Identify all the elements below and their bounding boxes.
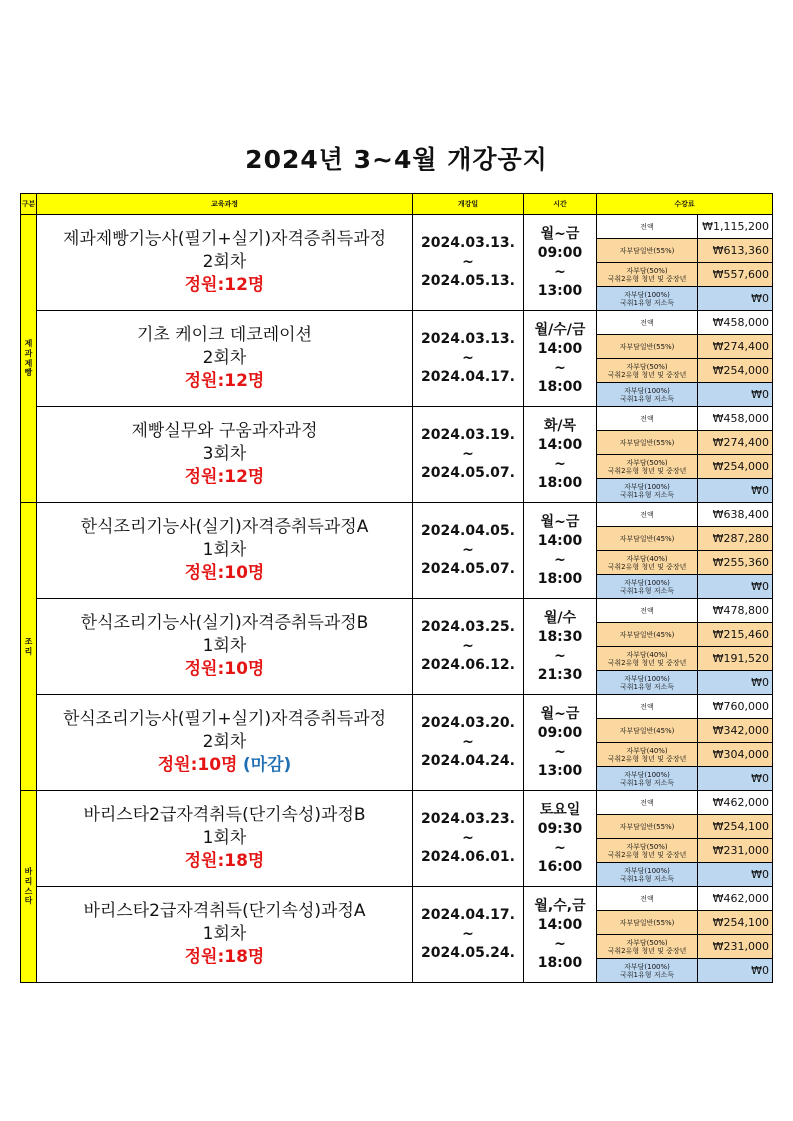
fee-free-amount: ₩0 <box>698 671 773 695</box>
fee-label-line: 국취1유형 저소득 <box>619 586 674 595</box>
time-cell <box>524 407 597 503</box>
course-session: 1회차 <box>202 540 247 560</box>
fee-general-amount: ₩613,360 <box>698 239 773 263</box>
fee-table <box>597 791 772 886</box>
time-cell <box>524 791 597 887</box>
course-capacity: 정원:12명 <box>184 371 265 391</box>
course-cell <box>37 791 413 887</box>
fee-subsidized-label <box>597 935 698 959</box>
fee-label-line: 국취2유형 청년 및 중장년 <box>607 754 687 763</box>
time-cell <box>524 215 597 311</box>
fee-free-label <box>597 959 698 983</box>
class-days: 월,수,금 <box>534 897 586 914</box>
time-start: 14:00 <box>537 532 583 549</box>
fee-full-label <box>597 695 698 719</box>
category-label: 조리 <box>24 636 33 656</box>
fee-free-row <box>597 479 772 503</box>
fee-cell <box>597 791 773 887</box>
course-session: 1회차 <box>202 828 247 848</box>
class-days: 월/수/금 <box>534 321 586 338</box>
time-end: 18:00 <box>537 474 583 491</box>
fee-free-row <box>597 287 772 311</box>
course-cell <box>37 311 413 407</box>
table-body <box>21 215 773 983</box>
time-cell <box>524 599 597 695</box>
course-name: 바리스타2급자격취득(단기속성)과정A <box>83 901 366 921</box>
fee-cell <box>597 695 773 791</box>
fee-full-row <box>597 311 772 335</box>
course-name: 제과제빵기능사(필기+실기)자격증취득과정 <box>62 229 387 249</box>
fee-general-label <box>597 335 698 359</box>
fee-full-row <box>597 887 772 911</box>
course-capacity-line <box>37 946 412 969</box>
table-header-row <box>21 194 773 215</box>
end-date: 2024.05.07. <box>421 465 515 481</box>
fee-label-line: 자부담일반(45%) <box>619 726 675 735</box>
fee-free-amount: ₩0 <box>698 479 773 503</box>
fee-general-row <box>597 527 772 551</box>
course-cell <box>37 215 413 311</box>
fee-cell <box>597 311 773 407</box>
fee-label-line: 전액 <box>640 894 654 903</box>
start-date: 2024.03.23. <box>421 811 515 827</box>
course-session: 1회차 <box>202 924 247 944</box>
time-separator: ~ <box>554 263 566 280</box>
fee-general-row <box>597 623 772 647</box>
course-cell <box>37 887 413 983</box>
end-date: 2024.04.24. <box>421 753 515 769</box>
fee-general-label <box>597 431 698 455</box>
fee-label-line: 자부담(50%) <box>626 938 668 947</box>
fee-label-line: 자부담일반(45%) <box>619 534 675 543</box>
fee-subsidized-label <box>597 455 698 479</box>
fee-label-line: 국취2유형 청년 및 중장년 <box>607 658 687 667</box>
fee-subsidized-amount: ₩255,360 <box>698 551 773 575</box>
start-date: 2024.04.17. <box>421 907 515 923</box>
class-days: 월/수 <box>543 609 577 626</box>
fee-label-line: 자부담(50%) <box>626 842 668 851</box>
fee-general-row <box>597 431 772 455</box>
fee-label-line: 자부담(100%) <box>624 482 670 491</box>
header-course: 교육과정 <box>37 194 413 215</box>
time-separator: ~ <box>554 647 566 664</box>
fee-free-row <box>597 383 772 407</box>
fee-free-label <box>597 287 698 311</box>
fee-label-line: 전액 <box>640 606 654 615</box>
fee-label-line: 자부담(100%) <box>624 674 670 683</box>
start-date: 2024.04.05. <box>421 523 515 539</box>
page-title: 2024년 3~4월 개강공지 <box>245 145 548 174</box>
fee-full-label <box>597 311 698 335</box>
time-end: 18:00 <box>537 570 583 587</box>
fee-free-amount: ₩0 <box>698 383 773 407</box>
fee-label-line: 국취2유형 청년 및 중장년 <box>607 274 687 283</box>
fee-label-line: 자부담(40%) <box>626 650 668 659</box>
course-capacity: 정원:18명 <box>184 947 265 967</box>
fee-subsidized-label <box>597 839 698 863</box>
date-separator: ~ <box>462 542 474 558</box>
start-date: 2024.03.13. <box>421 235 515 251</box>
fee-label-line: 자부담(100%) <box>624 866 670 875</box>
fee-free-amount: ₩0 <box>698 767 773 791</box>
fee-full-amount: ₩458,000 <box>698 311 773 335</box>
course-capacity: 정원:10명 <box>184 659 265 679</box>
fee-full-amount: ₩760,000 <box>698 695 773 719</box>
fee-subsidized-label <box>597 263 698 287</box>
fee-subsidized-row <box>597 839 772 863</box>
header-fee: 수강료 <box>597 194 773 215</box>
class-days: 월~금 <box>540 705 580 722</box>
time-cell <box>524 695 597 791</box>
fee-full-row <box>597 407 772 431</box>
fee-free-row <box>597 671 772 695</box>
fee-general-row <box>597 335 772 359</box>
course-capacity: 정원:12명 <box>184 275 265 295</box>
fee-full-label <box>597 407 698 431</box>
time-end: 18:00 <box>537 378 583 395</box>
date-cell <box>413 407 524 503</box>
fee-label-line: 자부담(50%) <box>626 458 668 467</box>
date-cell <box>413 887 524 983</box>
end-date: 2024.04.17. <box>421 369 515 385</box>
date-cell <box>413 311 524 407</box>
fee-cell <box>597 407 773 503</box>
fee-full-amount: ₩462,000 <box>698 791 773 815</box>
fee-free-amount: ₩0 <box>698 287 773 311</box>
class-days: 화/목 <box>543 417 577 434</box>
fee-label-line: 자부담(40%) <box>626 746 668 755</box>
course-row <box>21 311 773 407</box>
fee-label-line: 국취1유형 저소득 <box>619 298 674 307</box>
fee-general-amount: ₩254,100 <box>698 815 773 839</box>
date-cell <box>413 791 524 887</box>
fee-general-label <box>597 815 698 839</box>
fee-general-row <box>597 239 772 263</box>
fee-general-amount: ₩274,400 <box>698 431 773 455</box>
course-capacity-line <box>37 850 412 873</box>
fee-cell <box>597 215 773 311</box>
end-date: 2024.06.12. <box>421 657 515 673</box>
header-time: 시간 <box>524 194 597 215</box>
fee-subsidized-row <box>597 935 772 959</box>
fee-full-amount: ₩462,000 <box>698 887 773 911</box>
course-cell <box>37 695 413 791</box>
course-capacity: 정원:18명 <box>184 851 265 871</box>
header-start-date: 개강일 <box>413 194 524 215</box>
time-end: 13:00 <box>537 282 583 299</box>
category-label: 바리스타 <box>24 867 33 906</box>
time-separator: ~ <box>554 359 566 376</box>
course-cell <box>37 503 413 599</box>
fee-table <box>597 407 772 502</box>
fee-label-line: 전액 <box>640 510 654 519</box>
fee-general-row <box>597 719 772 743</box>
course-name: 한식조리기능사(실기)자격증취득과정A <box>80 517 369 537</box>
fee-subsidized-row <box>597 551 772 575</box>
date-separator: ~ <box>462 350 474 366</box>
course-session: 3회차 <box>202 444 247 464</box>
course-session: 1회차 <box>202 636 247 656</box>
time-end: 16:00 <box>537 858 583 875</box>
time-separator: ~ <box>554 935 566 952</box>
end-date: 2024.05.24. <box>421 945 515 961</box>
time-end: 13:00 <box>537 762 583 779</box>
time-separator: ~ <box>554 743 566 760</box>
fee-free-label <box>597 863 698 887</box>
course-session: 2회차 <box>202 252 247 272</box>
fee-free-amount: ₩0 <box>698 575 773 599</box>
fee-label-line: 국취2유형 청년 및 중장년 <box>607 850 687 859</box>
fee-table <box>597 503 772 598</box>
fee-full-label <box>597 599 698 623</box>
fee-general-row <box>597 911 772 935</box>
time-separator: ~ <box>554 551 566 568</box>
course-name: 제빵실무와 구움과자과정 <box>131 421 318 441</box>
fee-label-line: 자부담(40%) <box>626 554 668 563</box>
fee-label-line: 자부담(100%) <box>624 290 670 299</box>
fee-label-line: 국취2유형 청년 및 중장년 <box>607 946 687 955</box>
fee-subsidized-amount: ₩254,000 <box>698 455 773 479</box>
fee-label-line: 자부담(100%) <box>624 770 670 779</box>
fee-subsidized-row <box>597 647 772 671</box>
date-separator: ~ <box>462 254 474 270</box>
course-row <box>21 503 773 599</box>
fee-subsidized-amount: ₩231,000 <box>698 839 773 863</box>
date-cell <box>413 215 524 311</box>
fee-free-label <box>597 479 698 503</box>
course-row <box>21 407 773 503</box>
fee-subsidized-label <box>597 551 698 575</box>
date-cell <box>413 599 524 695</box>
fee-full-row <box>597 695 772 719</box>
time-end: 18:00 <box>537 954 583 971</box>
time-separator: ~ <box>554 839 566 856</box>
course-cell <box>37 407 413 503</box>
fee-subsidized-row <box>597 359 772 383</box>
fee-subsidized-amount: ₩231,000 <box>698 935 773 959</box>
course-name: 한식조리기능사(실기)자격증취득과정B <box>80 613 369 633</box>
fee-full-row <box>597 791 772 815</box>
time-start: 14:00 <box>537 340 583 357</box>
fee-general-label <box>597 527 698 551</box>
fee-label-line: 전액 <box>640 702 654 711</box>
time-start: 14:00 <box>537 436 583 453</box>
fee-table <box>597 695 772 790</box>
fee-table <box>597 887 772 982</box>
fee-general-amount: ₩287,280 <box>698 527 773 551</box>
schedule-table <box>20 193 773 983</box>
time-start: 14:00 <box>537 916 583 933</box>
fee-label-line: 국취2유형 청년 및 중장년 <box>607 370 687 379</box>
course-row <box>21 887 773 983</box>
fee-full-amount: ₩638,400 <box>698 503 773 527</box>
fee-label-line: 자부담(100%) <box>624 578 670 587</box>
start-date: 2024.03.19. <box>421 427 515 443</box>
date-separator: ~ <box>462 830 474 846</box>
fee-general-label <box>597 623 698 647</box>
fee-free-amount: ₩0 <box>698 863 773 887</box>
course-capacity-line <box>37 562 412 585</box>
fee-label-line: 전액 <box>640 798 654 807</box>
course-capacity-line <box>37 658 412 681</box>
course-capacity: 정원:10명 <box>184 563 265 583</box>
class-days: 월~금 <box>540 513 580 530</box>
course-capacity: 정원:10명 <box>157 755 238 775</box>
fee-label-line: 국취1유형 저소득 <box>619 490 674 499</box>
fee-label-line: 자부담일반(45%) <box>619 630 675 639</box>
class-days: 월~금 <box>540 225 580 242</box>
fee-full-label <box>597 215 698 239</box>
fee-full-amount: ₩458,000 <box>698 407 773 431</box>
fee-label-line: 자부담(100%) <box>624 386 670 395</box>
course-capacity: 정원:12명 <box>184 467 265 487</box>
start-date: 2024.03.25. <box>421 619 515 635</box>
time-start: 09:30 <box>537 820 583 837</box>
fee-cell <box>597 503 773 599</box>
category-label: 제과제빵 <box>24 339 33 378</box>
time-cell <box>524 503 597 599</box>
end-date: 2024.05.13. <box>421 273 515 289</box>
category-cell <box>21 215 37 503</box>
course-name: 바리스타2급자격취득(단기속성)과정B <box>83 805 366 825</box>
date-separator: ~ <box>462 734 474 750</box>
fee-subsidized-amount: ₩304,000 <box>698 743 773 767</box>
fee-subsidized-row <box>597 455 772 479</box>
fee-free-row <box>597 959 772 983</box>
fee-label-line: 국취1유형 저소득 <box>619 874 674 883</box>
fee-label-line: 전액 <box>640 222 654 231</box>
fee-cell <box>597 887 773 983</box>
course-capacity-line <box>37 370 412 393</box>
course-name: 기초 케이크 데코레이션 <box>136 325 313 345</box>
course-row <box>21 695 773 791</box>
fee-free-label <box>597 767 698 791</box>
fee-subsidized-label <box>597 359 698 383</box>
closed-badge: (마감) <box>242 755 292 775</box>
course-row <box>21 791 773 887</box>
fee-general-amount: ₩274,400 <box>698 335 773 359</box>
time-cell <box>524 311 597 407</box>
end-date: 2024.06.01. <box>421 849 515 865</box>
fee-full-row <box>597 215 772 239</box>
course-row <box>21 599 773 695</box>
fee-full-row <box>597 599 772 623</box>
time-cell <box>524 887 597 983</box>
time-end: 21:30 <box>537 666 583 683</box>
fee-free-amount: ₩0 <box>698 959 773 983</box>
date-separator: ~ <box>462 446 474 462</box>
course-session: 2회차 <box>202 348 247 368</box>
fee-full-row <box>597 503 772 527</box>
fee-label-line: 전액 <box>640 414 654 423</box>
course-capacity-line <box>37 754 412 777</box>
fee-label-line: 국취1유형 저소득 <box>619 778 674 787</box>
fee-label-line: 국취2유형 청년 및 중장년 <box>607 466 687 475</box>
fee-subsidized-row <box>597 263 772 287</box>
fee-label-line: 전액 <box>640 318 654 327</box>
fee-label-line: 국취1유형 저소득 <box>619 394 674 403</box>
fee-label-line: 자부담일반(55%) <box>619 246 675 255</box>
fee-label-line: 국취2유형 청년 및 중장년 <box>607 562 687 571</box>
start-date: 2024.03.20. <box>421 715 515 731</box>
fee-full-amount: ₩1,115,200 <box>698 215 773 239</box>
fee-free-row <box>597 767 772 791</box>
course-cell <box>37 599 413 695</box>
fee-general-label <box>597 911 698 935</box>
course-session: 2회차 <box>202 732 247 752</box>
fee-free-row <box>597 575 772 599</box>
fee-cell <box>597 599 773 695</box>
fee-free-label <box>597 383 698 407</box>
class-days: 토요일 <box>539 801 581 818</box>
fee-full-label <box>597 503 698 527</box>
fee-general-amount: ₩254,100 <box>698 911 773 935</box>
time-start: 18:30 <box>537 628 583 645</box>
fee-subsidized-amount: ₩191,520 <box>698 647 773 671</box>
fee-table <box>597 311 772 406</box>
fee-general-amount: ₩342,000 <box>698 719 773 743</box>
date-cell <box>413 695 524 791</box>
category-cell <box>21 791 37 983</box>
category-cell <box>21 503 37 791</box>
fee-table <box>597 599 772 694</box>
fee-free-label <box>597 575 698 599</box>
end-date: 2024.05.07. <box>421 561 515 577</box>
time-separator: ~ <box>554 455 566 472</box>
fee-label-line: 자부담일반(55%) <box>619 342 675 351</box>
start-date: 2024.03.13. <box>421 331 515 347</box>
date-cell <box>413 503 524 599</box>
fee-full-label <box>597 791 698 815</box>
date-separator: ~ <box>462 638 474 654</box>
fee-label-line: 자부담일반(55%) <box>619 822 675 831</box>
fee-label-line: 자부담(100%) <box>624 962 670 971</box>
fee-subsidized-amount: ₩557,600 <box>698 263 773 287</box>
course-name: 한식조리기능사(필기+실기)자격증취득과정 <box>62 709 387 729</box>
time-start: 09:00 <box>537 724 583 741</box>
fee-subsidized-row <box>597 743 772 767</box>
fee-subsidized-label <box>597 743 698 767</box>
course-capacity-line <box>37 466 412 489</box>
fee-free-label <box>597 671 698 695</box>
fee-subsidized-label <box>597 647 698 671</box>
date-separator: ~ <box>462 926 474 942</box>
fee-general-amount: ₩215,460 <box>698 623 773 647</box>
fee-full-label <box>597 887 698 911</box>
header-category: 구분 <box>21 194 37 215</box>
fee-full-amount: ₩478,800 <box>698 599 773 623</box>
fee-label-line: 자부담(50%) <box>626 266 668 275</box>
fee-label-line: 국취1유형 저소득 <box>619 970 674 979</box>
fee-subsidized-amount: ₩254,000 <box>698 359 773 383</box>
fee-label-line: 자부담일반(55%) <box>619 918 675 927</box>
fee-general-label <box>597 239 698 263</box>
time-start: 09:00 <box>537 244 583 261</box>
fee-general-row <box>597 815 772 839</box>
course-capacity-line <box>37 274 412 297</box>
fee-general-label <box>597 719 698 743</box>
fee-table <box>597 215 772 310</box>
course-row <box>21 215 773 311</box>
fee-free-row <box>597 863 772 887</box>
fee-label-line: 자부담일반(55%) <box>619 438 675 447</box>
fee-label-line: 국취1유형 저소득 <box>619 682 674 691</box>
fee-label-line: 자부담(50%) <box>626 362 668 371</box>
